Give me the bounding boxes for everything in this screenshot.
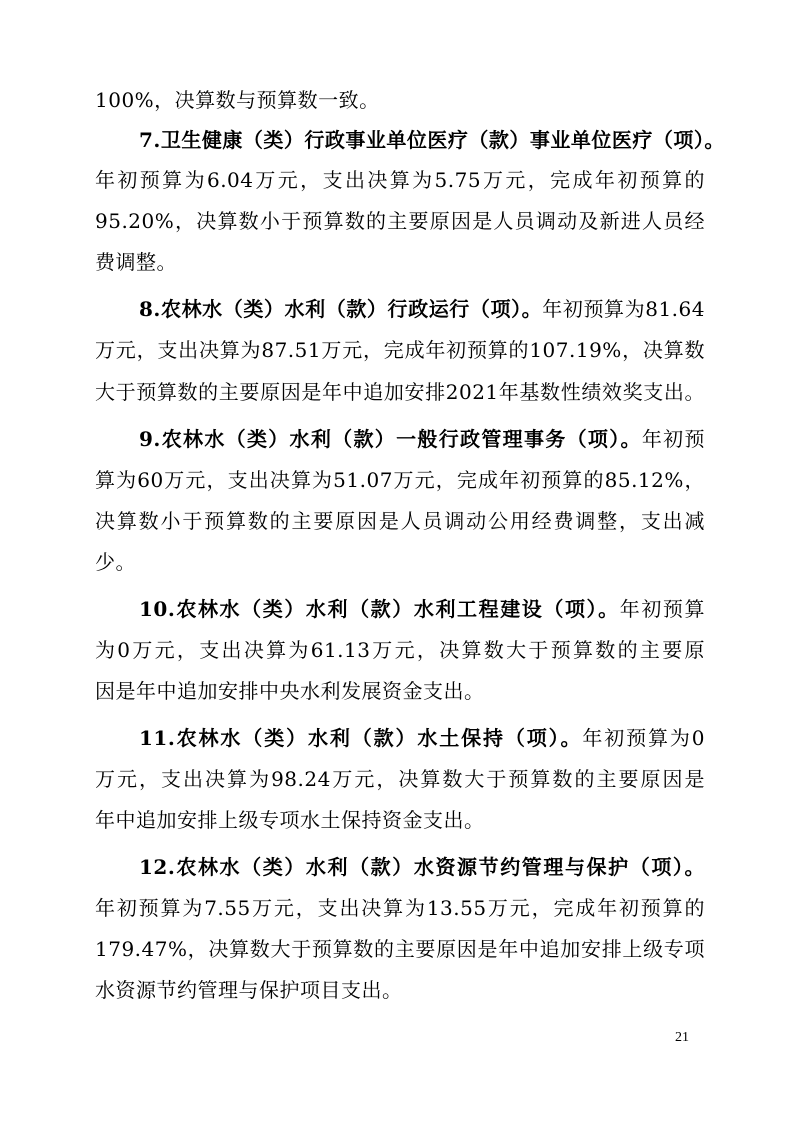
heading-text: 7.卫生健康（类）行政事业单位医疗（款）事业单位医疗（项）。 xyxy=(139,128,725,152)
page-number: 21 xyxy=(675,1030,689,1045)
text-line xyxy=(95,80,705,120)
line-text: 算为60万元，支出决算为51.07万元，完成年初预算的85.12%， xyxy=(95,468,705,492)
text-line xyxy=(95,542,705,582)
text-line xyxy=(95,201,705,241)
heading-text: 10.农林水（类）水利（款）水利工程建设（项）。 xyxy=(139,597,620,621)
heading-text: 8.农林水（类）水利（款）行政运行（项）。 xyxy=(139,297,543,321)
line-text: 年初预算 xyxy=(619,597,705,621)
text-line xyxy=(95,759,705,799)
text-line xyxy=(95,330,705,370)
line-text: 年初预 xyxy=(641,427,705,451)
line-text: 年初预算为81.64 xyxy=(542,297,705,321)
line-text: 年中追加安排上级专项水土保持资金支出。 xyxy=(95,808,485,832)
text-line xyxy=(95,160,705,200)
line-text: 100%，决算数与预算数一致。 xyxy=(95,88,380,112)
line-text: 费调整。 xyxy=(95,250,177,274)
text-line xyxy=(95,501,705,541)
line-text: 年初预算为6.04万元，支出决算为5.75万元，完成年初预算的 xyxy=(95,168,705,192)
line-text: 年初预算为0 xyxy=(582,726,705,750)
line-text: 因是年中追加安排中央水利发展资金支出。 xyxy=(95,679,485,703)
text-line xyxy=(95,630,705,670)
line-text: 水资源节约管理与保护项目支出。 xyxy=(95,978,403,1002)
section-heading-9 xyxy=(139,419,705,459)
text-line xyxy=(95,929,705,969)
section-heading-7 xyxy=(139,120,725,160)
section-heading-11 xyxy=(139,718,705,758)
line-text: 大于预算数的主要原因是年中追加安排2021年基数性绩效奖支出。 xyxy=(95,380,705,404)
line-text: 179.47%，决算数大于预算数的主要原因是年中追加安排上级专项 xyxy=(95,937,705,961)
text-line xyxy=(95,970,705,1010)
line-text: 万元，支出决算为98.24万元，决算数大于预算数的主要原因是 xyxy=(95,767,705,791)
line-text: 95.20%，决算数小于预算数的主要原因是人员调动及新进人员经 xyxy=(95,209,705,233)
text-line xyxy=(95,460,705,500)
heading-text: 11.农林水（类）水利（款）水土保持（项）。 xyxy=(139,726,583,750)
line-text: 年初预算为7.55万元，支出决算为13.55万元，完成年初预算的 xyxy=(95,896,705,920)
heading-text: 9.农林水（类）水利（款）一般行政管理事务（项）。 xyxy=(139,427,642,451)
section-heading-8 xyxy=(139,289,705,329)
text-line xyxy=(95,800,705,840)
line-text: 万元，支出决算为87.51万元，完成年初预算的107.19%，决算数 xyxy=(95,338,705,362)
text-line xyxy=(95,242,705,282)
line-text: 为0万元，支出决算为61.13万元，决算数大于预算数的主要原 xyxy=(95,638,705,662)
line-text: 少。 xyxy=(95,550,136,574)
section-heading-12 xyxy=(139,847,705,887)
heading-text: 12.农林水（类）水利（款）水资源节约管理与保护（项）。 xyxy=(139,855,705,879)
text-line xyxy=(95,671,705,711)
text-line xyxy=(95,888,705,928)
section-heading-10 xyxy=(139,589,705,629)
text-line xyxy=(95,372,705,412)
line-text: 决算数小于预算数的主要原因是人员调动公用经费调整，支出减 xyxy=(95,509,705,533)
